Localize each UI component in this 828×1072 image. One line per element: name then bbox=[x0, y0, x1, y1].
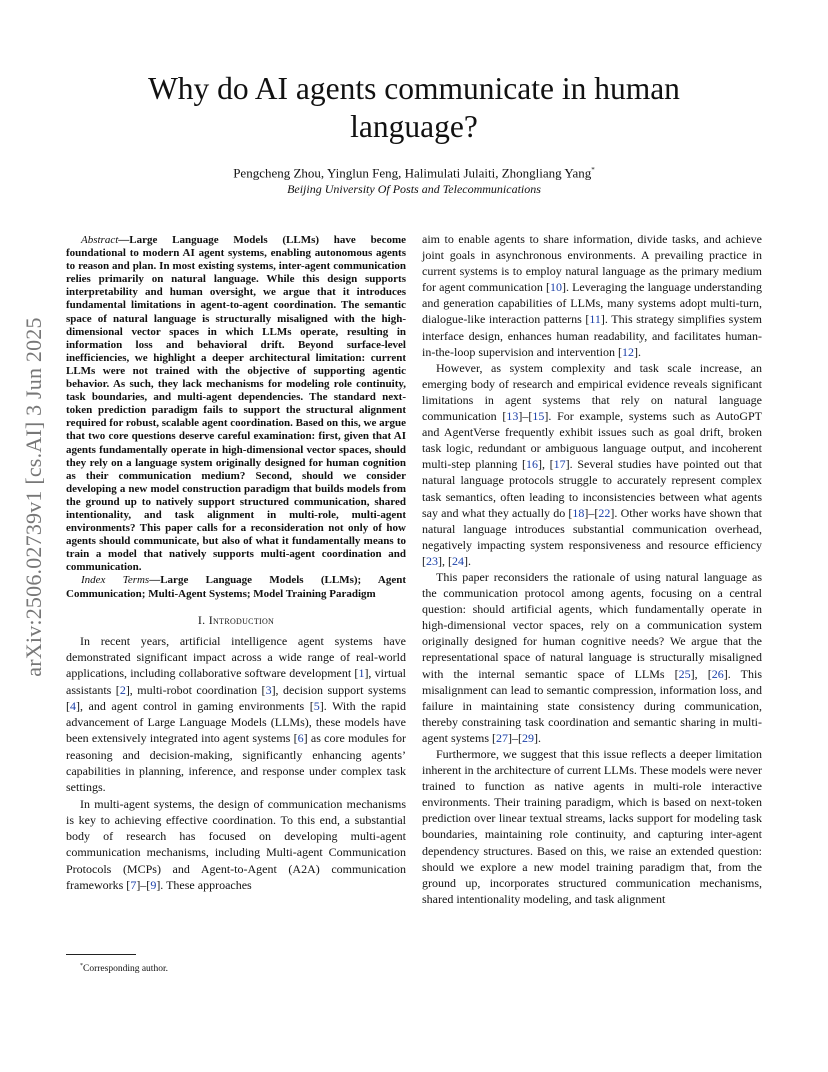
citation-link[interactable]: 3 bbox=[265, 682, 272, 697]
citation-link[interactable]: 11 bbox=[589, 312, 601, 327]
citation-link[interactable]: 26 bbox=[711, 666, 724, 681]
citation-link[interactable]: 18 bbox=[572, 505, 585, 520]
citation-link[interactable]: 4 bbox=[70, 698, 76, 713]
paragraph-text: ]–[ bbox=[518, 409, 533, 424]
paragraph-text: In recent years, artificial intelligence agent systems have demonstrated significant impact across a wide range of real-world applications, including collaborative software development [ bbox=[66, 633, 406, 681]
paragraph-text: ]. bbox=[464, 553, 471, 568]
paragraph-text: ], [ bbox=[690, 666, 712, 681]
paragraph-text: ]–[ bbox=[584, 505, 599, 520]
paper-title: Why do AI agents communicate in human language? bbox=[148, 71, 680, 144]
body-paragraph bbox=[422, 231, 762, 360]
citation-link[interactable]: 15 bbox=[532, 409, 545, 424]
paragraph-text: ] as core modules for reasoning and decision-making, significantly enhancing agents’ capabilities in planning, inference, and response under complex task settings. bbox=[66, 731, 406, 795]
paragraph-text: ]. This misalignment can lead to semantic compression, information loss, and failure in maintaining state consistency during communication, thereby constraining task coordination and semantic sharing in multi-agent systems [ bbox=[422, 666, 762, 745]
citation-link[interactable]: 7 bbox=[130, 878, 137, 893]
citation-link[interactable]: 13 bbox=[506, 409, 519, 424]
citation-link[interactable]: 5 bbox=[313, 698, 320, 713]
paragraph-text: ], decision support systems [ bbox=[66, 682, 406, 713]
paragraph-text: ]–[ bbox=[508, 730, 522, 745]
arxiv-identifier-text: arXiv:2506.02739v1 [cs.AI] 3 Jun 2025 bbox=[21, 317, 46, 677]
footnote-mark: * bbox=[80, 963, 83, 969]
paragraph-text: In multi-agent systems, the design of communication mechanisms is key to achieving effective coordination. To this end, a substantial body of research has focused on developing multi-agent communication mechanisms, including Multi-agent Communication Protocols (MCPs) and Agent-to-Agent (A2A) communication frameworks [ bbox=[66, 796, 406, 893]
affiliation: Beijing University Of Posts and Telecommunications bbox=[287, 182, 541, 196]
index-terms-text: —Large Language Models (LLMs); Agent Communication; Multi-Agent Systems; Model Training Paradigm bbox=[66, 574, 406, 600]
citation-link[interactable]: 22 bbox=[598, 505, 611, 520]
paragraph-text: ], [ bbox=[438, 553, 452, 568]
paragraph-text: This paper reconsiders the rationale of using natural language as the communication protocol among agents, focusing on a central question: should artificial agents, which fundamentally operate in high-dimensional vector spaces, rely on a communication system originally designed for human cognitive needs? We argue that the representational space of natural language is structurally misaligned with the internal semantic space of LLMs [ bbox=[422, 569, 762, 681]
abstract-lead: Abstract bbox=[81, 234, 119, 246]
paragraph-text: ]. Leveraging the language understanding and generation capabilities of LLMs, many systems adopt multi-turn, dialogue-like interaction patterns [ bbox=[422, 280, 763, 327]
paragraph-text: ]. Other works have shown that natural language introduces substantial communication overhead, negatively impacting system responsiveness and resource efficiency [ bbox=[422, 505, 762, 568]
index-terms-lead: Index Terms bbox=[81, 574, 150, 587]
paragraph-text: ], [ bbox=[538, 457, 554, 472]
section-heading: I. Introduction bbox=[197, 612, 275, 627]
corresponding-author-mark: * bbox=[591, 166, 595, 174]
citation-link[interactable]: 9 bbox=[150, 878, 157, 893]
citation-link[interactable]: 17 bbox=[553, 457, 566, 472]
body-paragraph bbox=[66, 633, 406, 796]
paragraph-text: ]. bbox=[633, 344, 641, 359]
body-paragraph bbox=[422, 746, 762, 907]
citation-link[interactable]: 1 bbox=[358, 666, 365, 681]
author-list bbox=[90, 163, 738, 180]
paragraph-text: ]–[ bbox=[136, 878, 151, 893]
body-paragraph bbox=[422, 569, 762, 746]
paragraph-text: ]. This strategy simplifies system interface design, enhances human readability, and facilitates human-in-the-loop supervision and intervention [ bbox=[422, 312, 763, 359]
paragraph-text: ]. bbox=[534, 730, 541, 745]
citation-link[interactable]: 24 bbox=[452, 553, 464, 568]
index-terms bbox=[66, 574, 406, 600]
abstract-text: —Large Language Models (LLMs) have become foundational to modern AI agent systems, enabling autonomous agents to reason and plan. In most existing systems, inter-agent communication relies primarily on natural language. While this design supports interpretability and human oversight, we argue that it introduces fundamental limitations in agent-to-agent coordination. The semantic space of natural language is structurally misaligned with the high-dimensional vector spaces in which LLMs operate, resulting in information loss and behavioral drift. Beyond surface-level inefficiencies, we highlight a deeper architectural limitation: current LLMs were not trained with the objective of supporting agentic behavior. As such, they lack mechanisms for modeling role continuity, task boundaries, and multi-agent dependencies. The standard next-token prediction paradigm fails to support the structural alignment required for robust, scalable agent coordination. Based on this, we argue that two core questions deserve careful examination: first, given that AI agents fundamentally operate in high-dimensional vector spaces, should they rely on a language system originally designed for human cognition as their communication medium? Second, should we consider developing a new model construction paradigm that builds models from the ground up to natively support structured communication, shared intentionality, and task alignment in multi-role, multi-agent environments? This paper calls for a reconsideration not only of how agents should communicate, but also of what it fundamentally means to train a model that natively supports multi-agent coordination and communication. bbox=[66, 234, 406, 574]
left-body bbox=[66, 633, 406, 894]
paragraph-text: aim to enable agents to share information, divide tasks, and achieve joint goals in asynchronous environments. A prevailing practice in current systems is to employ natural language as the primary medium for agent communication [ bbox=[422, 232, 762, 295]
citation-link[interactable]: 29 bbox=[522, 730, 534, 745]
citation-link[interactable]: 25 bbox=[678, 666, 691, 681]
citation-link[interactable]: 6 bbox=[297, 731, 304, 746]
right-column bbox=[422, 231, 762, 907]
footnote-rule bbox=[66, 954, 136, 955]
citation-link[interactable]: 27 bbox=[496, 730, 508, 745]
paragraph-text: ]. Several studies have pointed out that natural language protocols struggle to accurately represent complex task semantics, often leading to inconsistencies between what agents say and what they actually do [ bbox=[422, 457, 762, 520]
footnote bbox=[66, 960, 168, 975]
footnote-text: Corresponding author. bbox=[83, 964, 168, 975]
body-paragraph bbox=[66, 796, 406, 894]
citation-link[interactable]: 10 bbox=[549, 280, 562, 295]
arxiv-identifier bbox=[10, 318, 58, 678]
paragraph-text: ]. For example, systems such as AutoGPT and AgentVerse frequently exhibit issues such as goal drift, broken task logic, redundant or ambiguous language output, and incoherent multi-step planning [ bbox=[422, 409, 762, 472]
abstract bbox=[66, 234, 406, 574]
citation-link[interactable]: 23 bbox=[426, 553, 438, 568]
right-body bbox=[422, 231, 762, 907]
citation-link[interactable]: 16 bbox=[526, 457, 538, 472]
paragraph-text: ]. With the rapid advancement of Large Language Models (LLMs), these models have been extensively integrated into agent systems [ bbox=[66, 698, 406, 746]
author-names: Pengcheng Zhou, Yinglun Feng, Halimulati Julaiti, Zhongliang Yang bbox=[233, 165, 592, 181]
paragraph-text: ], and agent control in gaming environments [ bbox=[76, 698, 314, 713]
paragraph-text: ], multi-robot coordination [ bbox=[125, 682, 266, 697]
paragraph-text: However, as system complexity and task scale increase, an emerging body of research and empirical evidence reveals significant limitations in agent systems that rely on natural language communication [ bbox=[422, 360, 762, 424]
left-column bbox=[66, 234, 406, 893]
citation-link[interactable]: 2 bbox=[119, 682, 126, 697]
paragraph-text: ]. These approaches bbox=[156, 878, 252, 893]
paragraph-text: ], virtual assistants [ bbox=[66, 666, 406, 697]
paragraph-text: Furthermore, we suggest that this issue reflects a deeper limitation inherent in the architecture of current LLMs. These models were never trained to function as native agents in multi-role interactive environments. Their training paradigm, which is based on next-token prediction over linear textual streams, lacks support for modeling task boundaries, maintaining role continuity, and capturing inter-agent dependency structures. Based on this, we raise an extended question: should we explore a new model training paradigm that, from the ground up, incorporates structured communication mechanisms, shared intentionality modeling, and task alignment bbox=[422, 747, 762, 906]
body-paragraph bbox=[422, 360, 762, 569]
citation-link[interactable]: 12 bbox=[621, 344, 634, 359]
